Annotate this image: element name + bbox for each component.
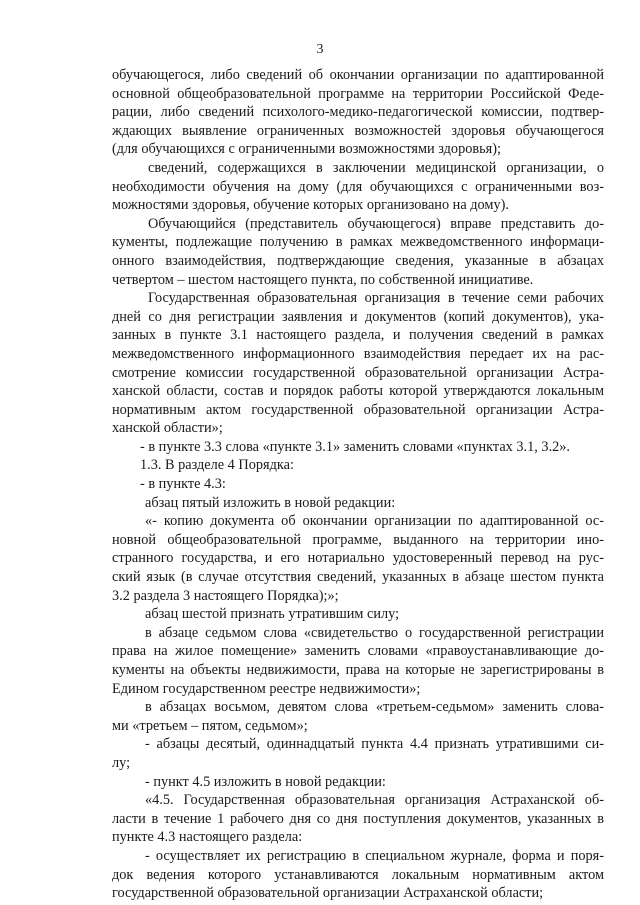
text-line: док ведения которого устанавливаются локальным нормативным актом xyxy=(112,866,604,883)
text-line: - в пункте 3.3 слова «пункте 3.1» заменить словами «пунктах 3.1, 3.2». xyxy=(140,438,571,455)
text-line: государственной образовательной организации Астраханской области; xyxy=(112,885,544,902)
text-line: обучающегося, либо сведений об окончании организации по адаптированной xyxy=(112,67,604,83)
text-line: «4.5. Государственная образовательная организация Астраханской об- xyxy=(145,792,604,809)
text-line: в абзацах восьмом, девятом слова «третьем-седьмом» заменить слова- xyxy=(145,699,604,716)
text-line: дней со дня регистрации заявления и документов (копий документов), ука- xyxy=(112,308,604,325)
text-line: - в пункте 4.3: xyxy=(140,476,226,493)
text-line: пункте 4.3 настоящего раздела: xyxy=(112,829,303,846)
text-line: лу; xyxy=(112,754,131,771)
text-line: ханской области»; xyxy=(112,420,223,437)
text-line: сведений, содержащихся в заключении медицинской организации, о xyxy=(148,159,604,176)
text-line: основной общеобразовательной программе на территории Российской Феде- xyxy=(112,85,604,102)
text-line: - абзацы десятый, одиннадцатый пункта 4.4 признать утратившими си- xyxy=(145,736,604,753)
text-line: кументы, подлежащие получению в рамках межведомственного информаци- xyxy=(112,234,604,251)
text-line: ждающих выявление ограниченных возможностей здоровья обучающегося xyxy=(112,122,604,139)
text-line: Государственная образовательная организация в течение семи рабочих xyxy=(148,290,604,307)
text-line: смотрение комиссии государственной образовательной организации Астра- xyxy=(112,364,604,381)
text-line: странного государства, и его нотариально удостоверенный перевод на рус- xyxy=(112,550,604,567)
text-line: онного взаимодействия, подтверждающие сведения, указанные в абзацах xyxy=(112,252,604,269)
text-line: - пункт 4.5 изложить в новой редакции: xyxy=(145,773,386,790)
text-line: занных в пункте 3.1 настоящего раздела, и получения сведений в рамках xyxy=(112,327,604,344)
text-line: абзац пятый изложить в новой редакции: xyxy=(145,494,396,511)
text-line: ханской области, состав и порядок работы которой утверждаются локальным xyxy=(112,383,604,400)
text-line: кументы на объекты недвижимости, права на которые не зарегистрированы в xyxy=(112,662,604,678)
text-line: абзац шестой признать утратившим силу; xyxy=(145,606,400,623)
text-line: новной общеобразовательной программе, выданного на территории ино- xyxy=(112,531,604,548)
text-line: можностями здоровья, обучение которых организовано на дому). xyxy=(112,197,509,214)
text-line: Едином государственном реестре недвижимости»; xyxy=(112,680,421,697)
text-line: - осуществляет их регистрацию в специальном журнале, форма и поря- xyxy=(145,847,604,864)
text-line: четвертом – шестом настоящего пункта, по собственной инициативе. xyxy=(112,271,534,288)
page-number: 3 xyxy=(316,42,324,57)
text-line: необходимости обучения на дому (для обучающихся с ограниченными воз- xyxy=(112,178,604,195)
text-line: ласти в течение 1 рабочего дня со дня поступления документов, указанных в xyxy=(112,810,604,827)
text-line: рации, либо сведений психолого-медико-педагогической комиссии, подтвер- xyxy=(112,104,604,121)
text-line: Обучающийся (представитель обучающегося) вправе представить до- xyxy=(148,215,604,232)
text-line: права на жилое помещение» заменить словами «правоустанавливающие до- xyxy=(112,643,604,660)
text-line: межведомственного информационного взаимодействия передает их на рас- xyxy=(112,345,604,362)
text-line: ский язык (в случае отсутствия сведений, указанных в абзаце шестом пункта xyxy=(112,569,604,586)
text-line: «- копию документа об окончании организации по адаптированной ос- xyxy=(145,513,604,530)
text-line: 1.3. В разделе 4 Порядка: xyxy=(140,457,294,474)
text-line: 3.2 раздела 3 настоящего Порядка);»; xyxy=(112,587,339,604)
text-line: (для обучающихся с ограниченными возможностями здоровья); xyxy=(112,141,501,158)
document-body xyxy=(112,66,604,903)
text-line: в абзаце седьмом слова «свидетельство о государственной регистрации xyxy=(145,624,604,641)
text-line: ми «третьем – пятом, седьмом»; xyxy=(112,717,308,734)
text-line: нормативным актом государственной образовательной организации Астра- xyxy=(112,401,604,418)
